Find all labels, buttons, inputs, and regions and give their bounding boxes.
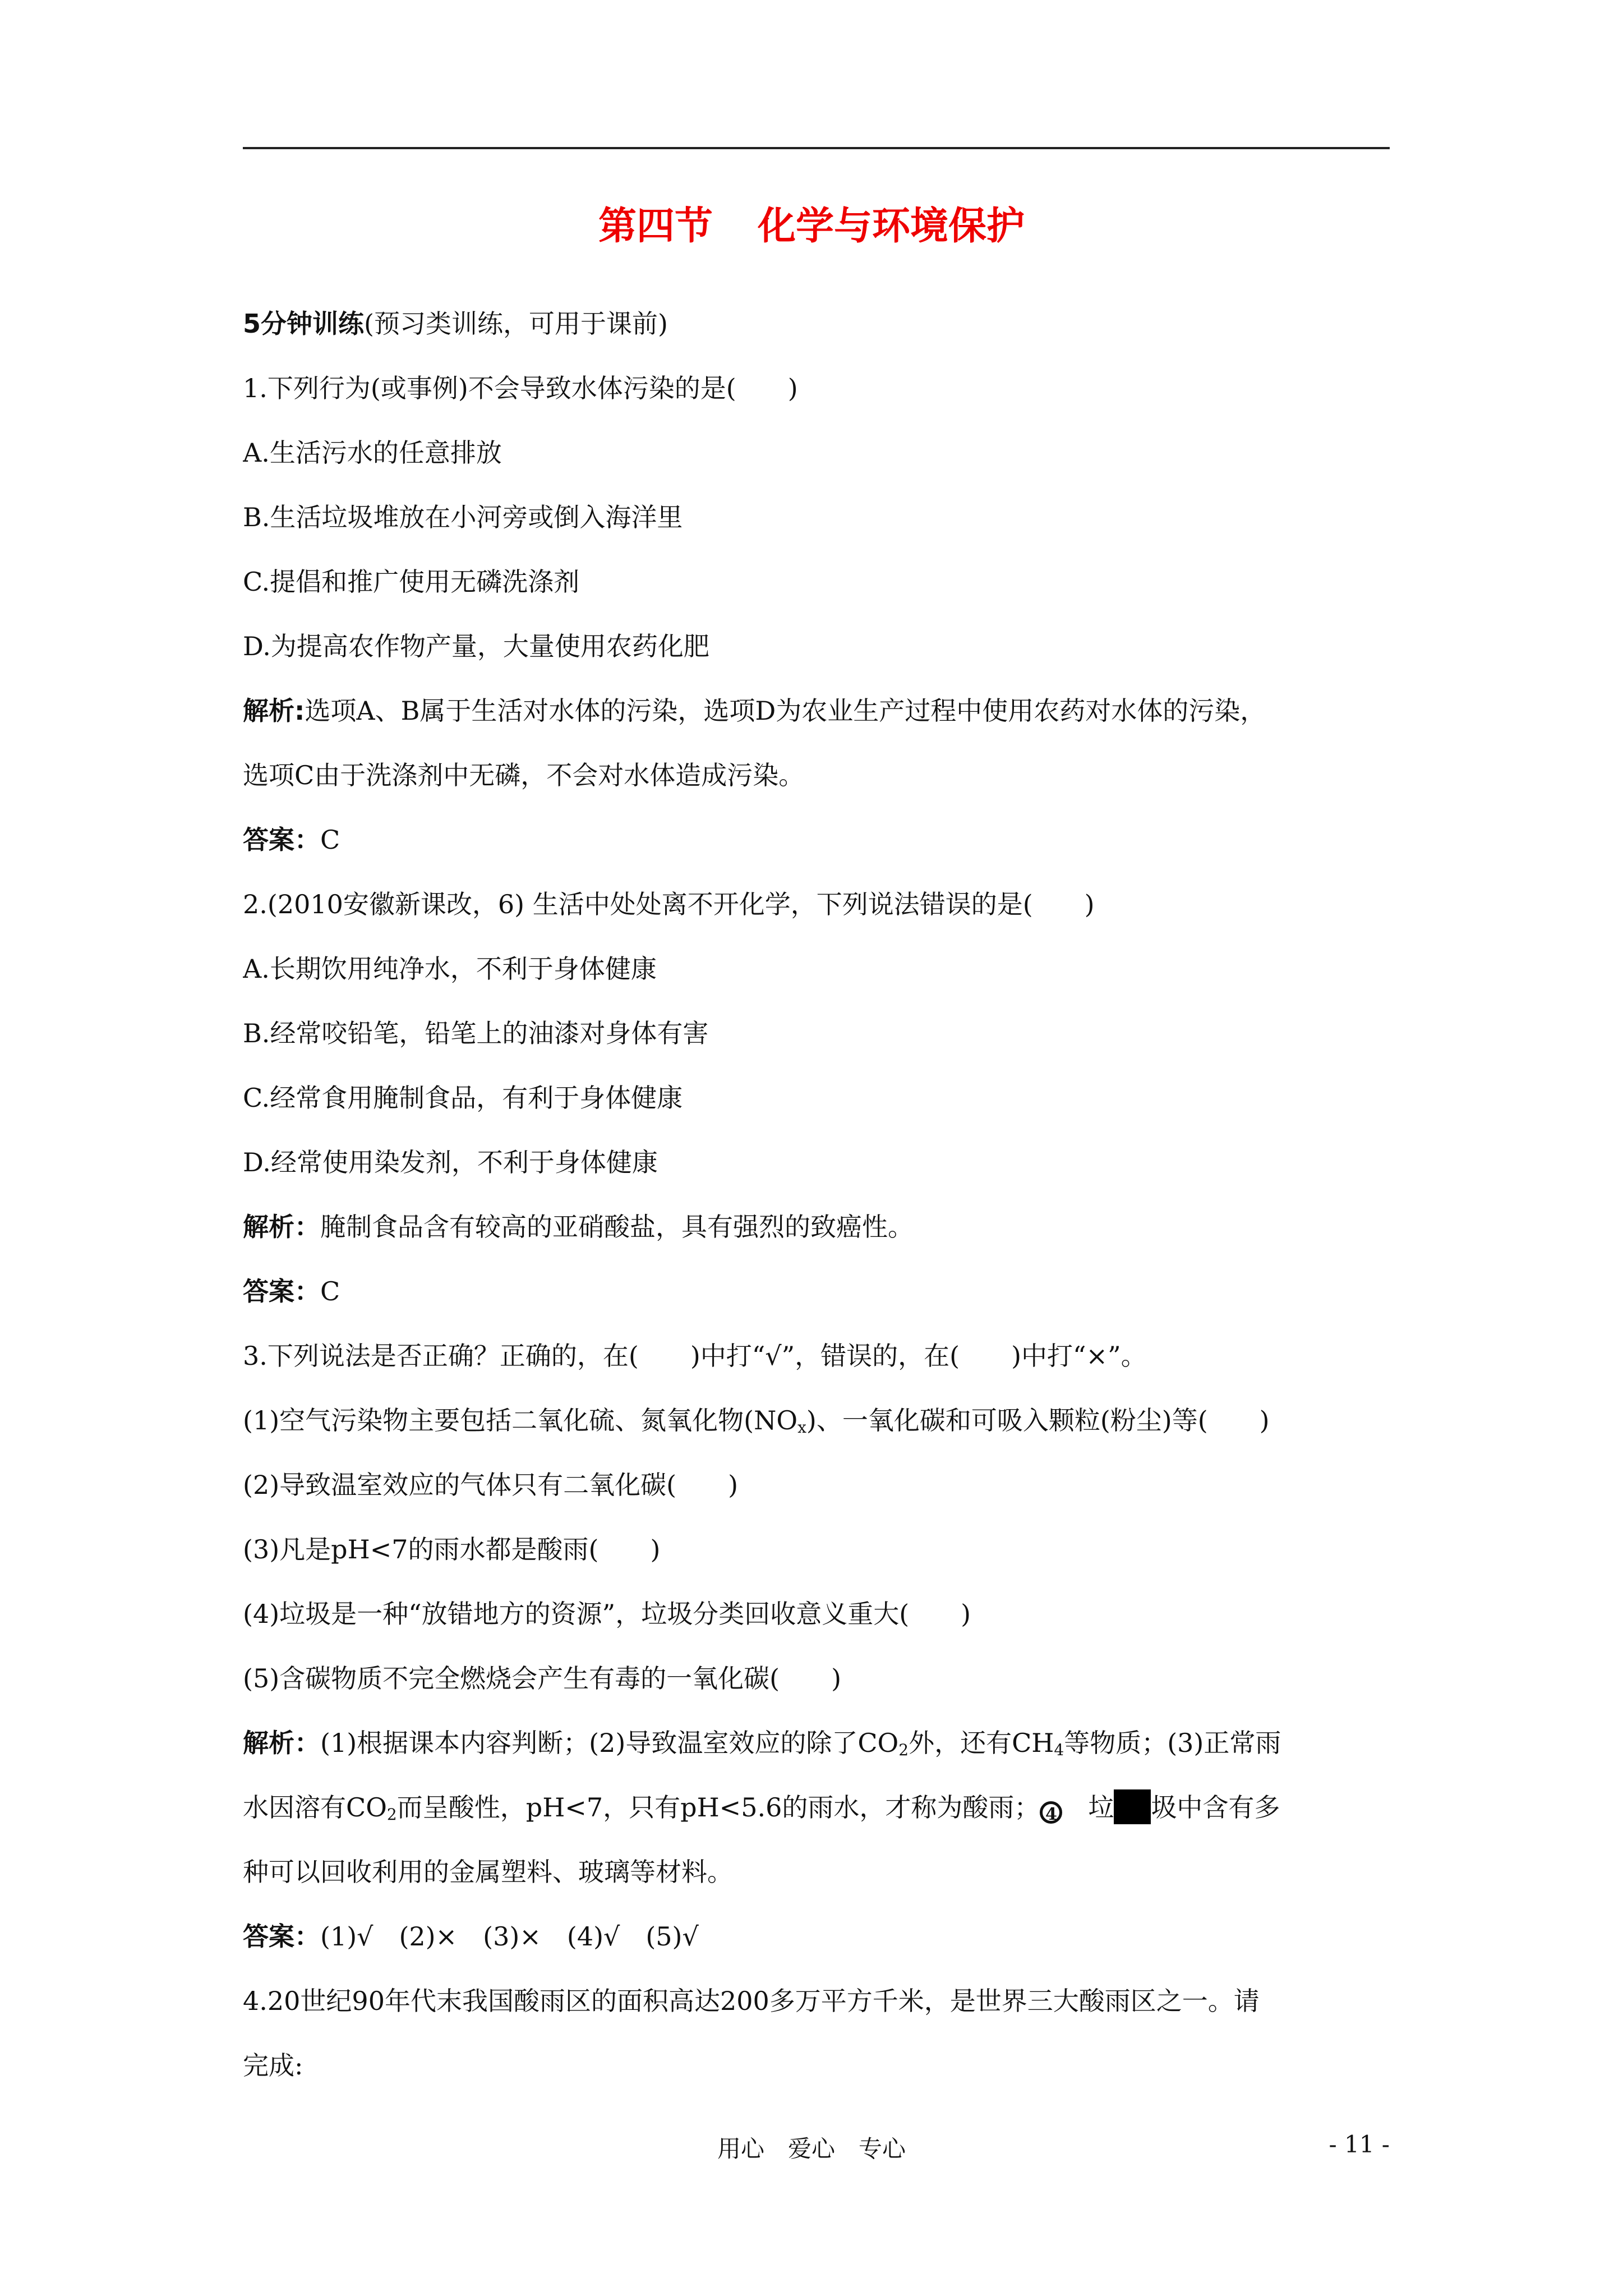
text-line: D.为提高农作物产量，大量使用农药化肥 (243, 631, 709, 661)
page-number: - 11 - (1329, 2131, 1390, 2158)
text-line: 4.20世纪90年代末我国酸雨区的面积高达200多万平方千米，是世界三大酸雨区之一。请 (243, 1986, 1260, 2016)
text-line: 答案：C (243, 825, 340, 855)
header-rule (243, 147, 1390, 149)
text-line: 答案：(1)√ (2)× (3)× (4)√ (5)√ (243, 1921, 699, 1952)
text-line: (5)含碳物质不完全燃烧会产生有毒的一氧化碳( ) (243, 1663, 842, 1694)
text-line: B.经常咬铅笔，铅笔上的油漆对身体有害 (243, 1018, 709, 1048)
text-line: D.经常使用染发剂，不利于身体健康 (243, 1147, 658, 1177)
text-line: C.提倡和推广使用无磷洗涤剂 (243, 567, 580, 597)
page-title (0, 204, 1623, 249)
text-line: (1)空气污染物主要包括二氧化硫、氮氧化物$(NO_x)$、一氧化碳和可吸入颗粒(粉尘)等( ) (243, 1405, 1270, 1437)
text-line: 解析:选项A、B属于生活对水体的污染，选项D为农业生产过程中使用农药对水体的污染， (243, 696, 1266, 726)
text-line: (4)垃圾是一种“放错地方的资源”，垃圾分类回收意义重大( ) (243, 1599, 971, 1629)
text-line: 2.(2010安徽新课改，6) 生活中处处离不开化学，下列说法错误的是( ) (243, 889, 1095, 919)
text-line: (2)导致温室效应的气体只有二氧化碳( ) (243, 1470, 739, 1500)
text-line: 完成: (243, 2050, 303, 2081)
text-line: (3)凡是pH<7的雨水都是酸雨( ) (243, 1534, 661, 1565)
title-section: 第四节 (598, 204, 713, 249)
text-line: 选项C由于洗涤剂中无磷，不会对水体造成污染。 (243, 760, 805, 790)
title-topic: 化学与环境保护 (758, 204, 1025, 249)
text-line: 5分钟训练(预习类训练，可用于课前) (243, 309, 668, 339)
text-line: A.长期饮用纯净水，不利于身体健康 (243, 954, 657, 984)
text-line: C.经常食用腌制食品，有利于身体健康 (243, 1083, 683, 1113)
text-line: 种可以回收利用的金属塑料、玻璃等材料。 (243, 1857, 733, 1887)
text-line: B.生活垃圾堆放在小河旁或倒入海洋里 (243, 502, 683, 532)
text-line: 水因溶有$CO_2$而呈酸性，pH<7，只有pH<5.6的雨水，才称为酸雨； 4 垃 圾中含有多 (243, 1775, 1390, 1840)
redaction-block (1114, 1789, 1151, 1824)
text-line: A.生活污水的任意排放 (243, 438, 502, 468)
document-body (243, 292, 1390, 2098)
footer-motto: 用心 爱心 专心 (717, 2135, 906, 2162)
text-line: 解析：腌制食品含有较高的亚硝酸盐，具有强烈的致癌性。 (243, 1212, 914, 1242)
text-line: 答案：C (243, 1276, 340, 1306)
text-line: 解析：(1)根据课本内容判断；(2)导致温室效应的除了$CO_2$外，还有$CH_4$等物质；(3)正常雨 (243, 1728, 1281, 1759)
text-line: 3.下列说法是否正确？正确的，在( )中打“√”，错误的，在( )中打“×”。 (243, 1341, 1147, 1371)
circled-number-mark: 4 (1040, 1801, 1062, 1824)
text-line: 1.下列行为(或事例)不会导致水体污染的是( ) (243, 373, 798, 403)
